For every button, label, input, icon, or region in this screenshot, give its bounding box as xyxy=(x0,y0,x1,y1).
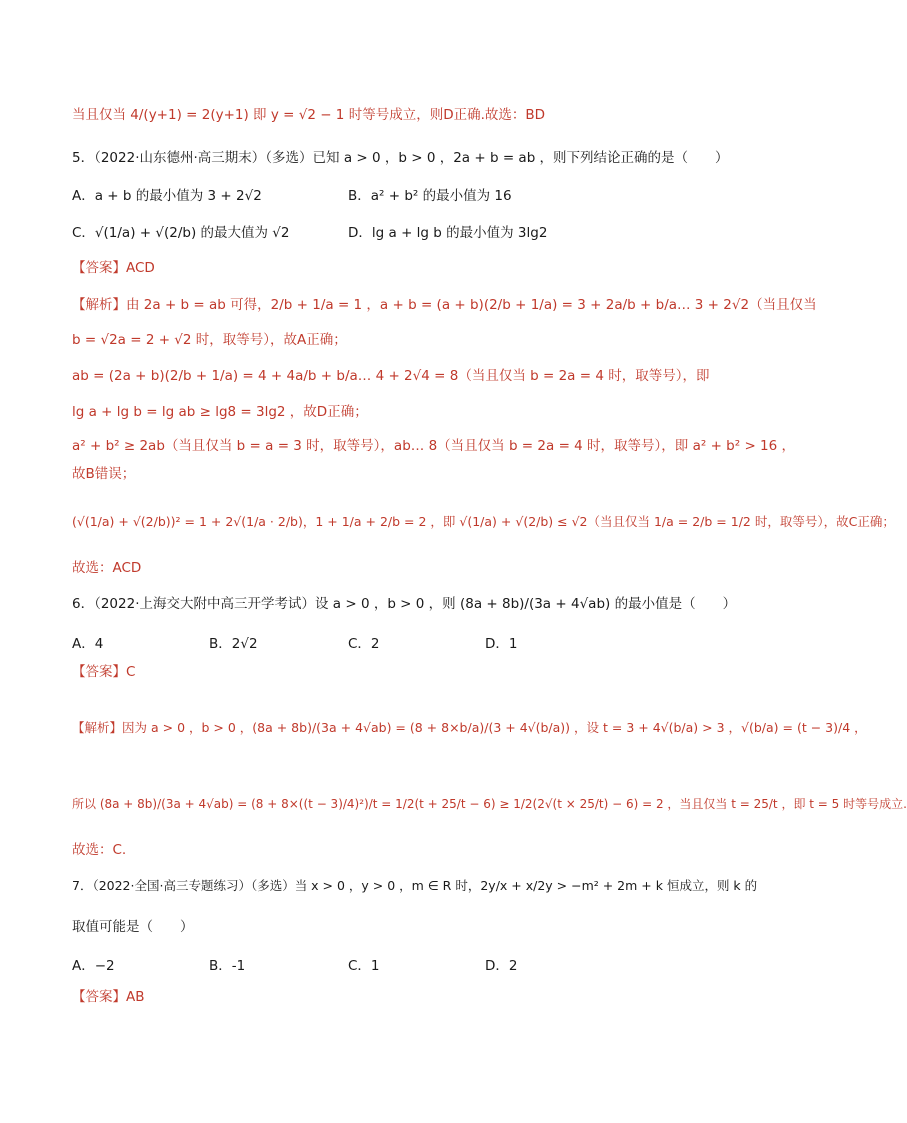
q6-option-d: D．1 xyxy=(485,636,518,652)
q6-stem: 6．（2022·上海交大附中高三开学考试）设 a > 0 ，b > 0 ，则 (8a + 8b)/(3a + 4√ab) 的最小值是（ ） xyxy=(72,596,737,612)
q5-option-a: A．a + b 的最小值为 3 + 2√2 xyxy=(72,188,262,204)
q5-option-c: C．√(1/a) + √(2/b) 的最大值为 √2 xyxy=(72,225,290,241)
q5-analysis-1 xyxy=(72,295,817,315)
q5-stem: 5．（2022·山东德州·高三期末）（多选）已知 a > 0 ，b > 0 ，2a + b = ab ，则下列结论正确的是（ ） xyxy=(72,150,729,166)
q7-option-c: C．1 xyxy=(348,958,380,974)
q5-choose: 故选：ACD xyxy=(72,560,142,576)
q7-stem-2: 取值可能是（ ） xyxy=(72,919,194,935)
q6-choose: 故选：C. xyxy=(72,842,127,858)
q6-option-b: B．2√2 xyxy=(209,636,258,652)
q7-option-a: A．−2 xyxy=(72,958,115,974)
q5-analysis-7: (√(1/a) + √(2/b))² = 1 + 2√(1/a · 2/b)，1 + 1/a + 2/b = 2 ，即 √(1/a) + √(2/b) ≤ √2（当且仅当 1/a = 2/b = 1/2 时，取等号），故C正确； xyxy=(72,514,895,529)
q6-analysis-2: 所以 (8a + 8b)/(3a + 4√ab) = (8 + 8×((t − 3)/4)²)/t = 1/2(t + 25/t − 6) ≥ 1/2(2√(t × 25/t) − 6) = 2 ，当且仅当 t = 25/t ，即 t = 5 时等号成立. xyxy=(72,797,907,811)
analysis-tag: 【解析】 xyxy=(72,297,126,313)
answer-value: AB xyxy=(126,989,145,1005)
q6-analysis-1 xyxy=(72,718,867,738)
answer-tag: 【答案】 xyxy=(72,664,126,680)
q5-option-d: D．lg a + lg b 的最小值为 3lg2 xyxy=(348,225,548,241)
answer-value: C xyxy=(126,664,136,680)
q7-answer-line xyxy=(72,987,734,1007)
q6-option-a: A．4 xyxy=(72,636,104,652)
line-l1: 当且仅当 4/(y+1) = 2(y+1) 即 y = √2 − 1 时等号成立，则D正确.故选：BD xyxy=(72,107,546,123)
q5-analysis-6: 故B错误； xyxy=(72,466,136,482)
q7-stem-1: 7．（2022·全国·高三专题练习）（多选）当 x > 0 ，y > 0 ，m ∈ R 时，2y/x + x/2y > −m² + 2m + k 恒成立，则 k 的 xyxy=(72,878,758,893)
answer-tag: 【答案】 xyxy=(72,260,126,276)
q5-analysis-2: b = √2a = 2 + √2 时，取等号），故A正确； xyxy=(72,332,347,348)
analysis-text: 由 2a + b = ab 可得，2/b + 1/a = 1 ，a + b = (a + b)(2/b + 1/a) = 3 + 2a/b + b/a… 3 + 2√2（当且仅当 xyxy=(126,297,817,313)
answer-tag: 【答案】 xyxy=(72,989,126,1005)
q5-analysis-3: ab = (2a + b)(2/b + 1/a) = 4 + 4a/b + b/a… 4 + 2√4 = 8（当且仅当 b = 2a = 4 时，取等号），即 xyxy=(72,368,710,384)
q5-analysis-4: lg a + lg b = lg ab ≥ lg8 = 3lg2 ，故D正确； xyxy=(72,404,368,420)
q6-option-c: C．2 xyxy=(348,636,380,652)
answer-value: ACD xyxy=(126,260,155,276)
q6-answer-line xyxy=(72,662,734,682)
analysis-tag: 【解析】 xyxy=(72,720,123,735)
q7-option-d: D．2 xyxy=(485,958,518,974)
q7-option-b: B．-1 xyxy=(209,958,246,974)
q5-answer-line xyxy=(72,258,734,278)
q5-analysis-5: a² + b² ≥ 2ab（当且仅当 b = a = 3 时，取等号），ab… 8（当且仅当 b = 2a = 4 时，取等号），即 a² + b² > 16 ， xyxy=(72,438,796,454)
analysis-text: 因为 a > 0 ，b > 0 ，(8a + 8b)/(3a + 4√ab) = (8 + 8×b/a)/(3 + 4√(b/a)) ，设 t = 3 + 4√(b/a) > 3 ，√(b/a) = (t − 3)/4 ， xyxy=(122,720,867,735)
q5-option-b: B．a² + b² 的最小值为 16 xyxy=(348,188,512,204)
